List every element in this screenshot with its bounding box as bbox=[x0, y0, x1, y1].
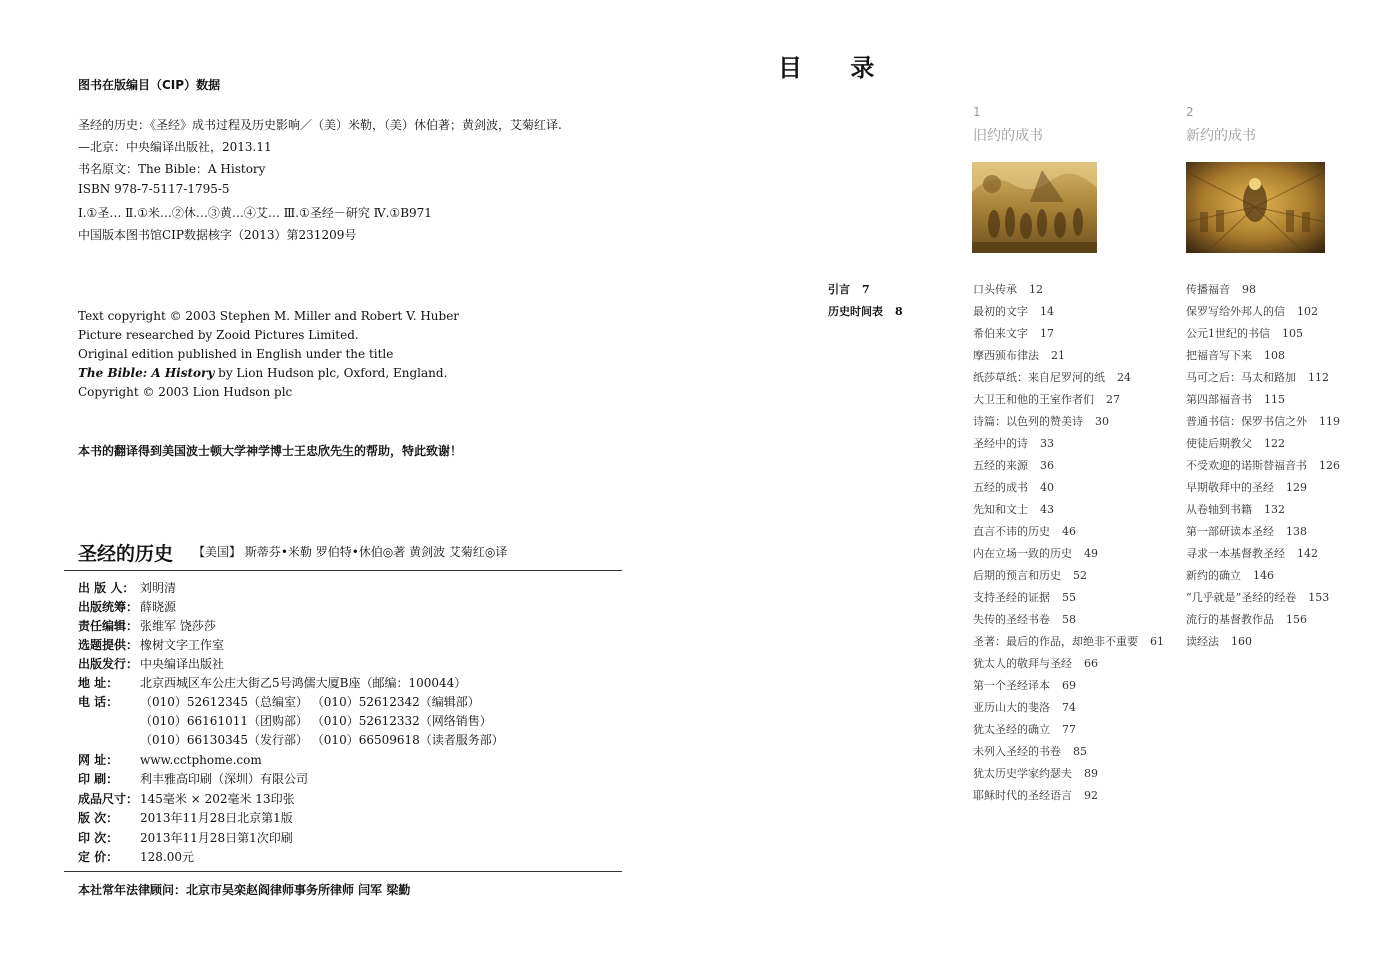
toc-entry[interactable] bbox=[973, 721, 1076, 737]
info-label: 地 址： bbox=[78, 676, 119, 690]
toc-entry[interactable] bbox=[973, 325, 1054, 341]
toc-entry-title: 新约的确立 bbox=[1186, 569, 1241, 582]
toc-entry-page: 66 bbox=[1084, 657, 1098, 670]
info-value: www.cctphome.com bbox=[140, 753, 262, 767]
cip-line: 书名原文：The Bible：A History bbox=[78, 162, 266, 176]
toc-entry[interactable] bbox=[973, 677, 1076, 693]
toc-entry[interactable] bbox=[973, 501, 1054, 517]
cip-line: Ⅰ.①圣… Ⅱ.①米…②休…③黄…④艾… Ⅲ.①圣经－研究 Ⅳ.①B971 bbox=[78, 206, 432, 220]
toc-entry[interactable] bbox=[973, 655, 1098, 671]
info-value: （010）66130345（发行部） （010）66509618（读者服务部） bbox=[140, 733, 504, 747]
toc-entry[interactable] bbox=[1186, 303, 1318, 319]
info-value: 北京西城区车公庄大街乙5号鸿儒大厦B座（邮编：100044） bbox=[140, 676, 467, 690]
info-label: 出 版 人： bbox=[78, 581, 135, 595]
toc-entry-title: 保罗写给外邦人的信 bbox=[1186, 305, 1285, 318]
toc-entry-title: 传播福音 bbox=[1186, 283, 1230, 296]
toc-entry-page: 61 bbox=[1150, 635, 1164, 648]
cip-line: ISBN 978-7-5117-1795-5 bbox=[78, 182, 230, 196]
cip-heading: 图书在版编目（CIP）数据 bbox=[78, 78, 221, 92]
golden-relief-panel-image bbox=[972, 162, 1097, 253]
info-row bbox=[78, 770, 308, 787]
toc-entry[interactable] bbox=[973, 435, 1054, 451]
info-row bbox=[78, 579, 176, 596]
info-row bbox=[78, 712, 492, 729]
toc-entry[interactable] bbox=[1186, 413, 1340, 429]
toc-entry-page: 52 bbox=[1073, 569, 1087, 582]
part-number: 2 bbox=[1186, 105, 1194, 119]
toc-entry-page: 132 bbox=[1264, 503, 1285, 516]
toc-entry-page: 33 bbox=[1040, 437, 1054, 450]
toc-entry-page: 74 bbox=[1062, 701, 1076, 714]
toc-entry-title: 第四部福音书 bbox=[1186, 393, 1252, 406]
info-value: 张维军 饶莎莎 bbox=[140, 619, 216, 633]
toc-entry-page: 102 bbox=[1297, 305, 1318, 318]
toc-entry[interactable] bbox=[1186, 347, 1285, 363]
info-label: 电 话： bbox=[78, 695, 119, 709]
cip-line: —北京：中央编译出版社，2013.11 bbox=[78, 140, 272, 154]
toc-entry-title: 犹太人的敬拜与圣经 bbox=[973, 657, 1072, 670]
info-label: 定 价： bbox=[78, 850, 119, 864]
info-label: 责任编辑： bbox=[78, 619, 139, 633]
copyright-line: Original edition published in English under the title bbox=[78, 347, 394, 361]
info-label: 版 次： bbox=[78, 811, 119, 825]
toc-entry-title: 马可之后：马太和路加 bbox=[1186, 371, 1296, 384]
toc-entry-title: 后期的预言和历史 bbox=[973, 569, 1061, 582]
info-row bbox=[78, 693, 480, 710]
toc-entry-title: 流行的基督教作品 bbox=[1186, 613, 1274, 626]
toc-front-page: 7 bbox=[862, 283, 870, 296]
toc-entry[interactable] bbox=[973, 303, 1054, 319]
toc-entry-title: 五经的来源 bbox=[973, 459, 1028, 472]
toc-entry-title: 直言不讳的历史 bbox=[973, 525, 1050, 538]
toc-entry-title: 第一个圣经译本 bbox=[973, 679, 1050, 692]
toc-entry-page: 156 bbox=[1286, 613, 1307, 626]
toc-entry-title: 内在立场一致的历史 bbox=[973, 547, 1072, 560]
info-row bbox=[78, 674, 466, 691]
info-label: 网 址： bbox=[78, 753, 119, 767]
toc-entry[interactable] bbox=[1186, 325, 1303, 341]
toc-entry-page: 89 bbox=[1084, 767, 1098, 780]
toc-entry-page: 14 bbox=[1040, 305, 1054, 318]
toc-entry[interactable] bbox=[1186, 435, 1285, 451]
toc-entry[interactable] bbox=[973, 765, 1098, 781]
toc-entry-title: 先知和文士 bbox=[973, 503, 1028, 516]
info-value: 薛晓源 bbox=[140, 600, 177, 614]
toc-entry-title: 早期敬拜中的圣经 bbox=[1186, 481, 1274, 494]
legal-counsel: 本社常年法律顾问：北京市吴栾赵阎律师事务所律师 闫军 梁勤 bbox=[78, 883, 411, 897]
part-number: 1 bbox=[973, 105, 981, 119]
toc-entry-title: “几乎就是”圣经的经卷 bbox=[1186, 591, 1297, 604]
part-title: 旧约的成书 bbox=[973, 128, 1043, 144]
book-title: 圣经的历史 bbox=[78, 543, 174, 565]
divider-bottom bbox=[64, 871, 622, 872]
toc-entry[interactable] bbox=[1186, 611, 1307, 627]
toc-entry-title: 使徒后期教父 bbox=[1186, 437, 1252, 450]
toc-entry-title: 未列入圣经的书卷 bbox=[973, 745, 1061, 758]
toc-entry[interactable] bbox=[973, 589, 1076, 605]
info-value: （010）66161011（团购部） （010）52612332（网络销售） bbox=[140, 714, 492, 728]
info-value: 128.00元 bbox=[140, 850, 194, 864]
toc-entry[interactable] bbox=[973, 479, 1054, 495]
toc-entry[interactable] bbox=[973, 545, 1098, 561]
info-label: 选题提供： bbox=[78, 638, 139, 652]
toc-entry[interactable] bbox=[1186, 391, 1285, 407]
toc-entry-page: 129 bbox=[1286, 481, 1307, 494]
toc-entry-page: 160 bbox=[1231, 635, 1252, 648]
toc-title: 目 录 bbox=[778, 53, 895, 82]
toc-entry-page: 30 bbox=[1095, 415, 1109, 428]
toc-entry[interactable] bbox=[1186, 281, 1256, 297]
toc-entry-page: 98 bbox=[1242, 283, 1256, 296]
info-value: （010）52612345（总编室） （010）52612342（编辑部） bbox=[140, 695, 480, 709]
toc-entry[interactable] bbox=[1186, 501, 1285, 517]
info-row bbox=[78, 731, 504, 748]
toc-entry-page: 126 bbox=[1319, 459, 1340, 472]
toc-entry[interactable] bbox=[973, 457, 1054, 473]
toc-entry-title: 最初的文字 bbox=[973, 305, 1028, 318]
toc-entry[interactable] bbox=[973, 369, 1131, 385]
toc-entry-title: 失传的圣经书卷 bbox=[973, 613, 1050, 626]
toc-front-title: 引言 bbox=[828, 283, 850, 296]
info-row bbox=[78, 848, 194, 865]
toc-entry-page: 43 bbox=[1040, 503, 1054, 516]
toc-front-title: 历史时间表 bbox=[828, 305, 883, 318]
toc-entry-page: 112 bbox=[1308, 371, 1329, 384]
info-row bbox=[78, 636, 224, 653]
toc-entry-title: 耶稣时代的圣经语言 bbox=[973, 789, 1072, 802]
toc-entry-title: 公元1世纪的书信 bbox=[1186, 327, 1270, 340]
toc-entry-page: 122 bbox=[1264, 437, 1285, 450]
toc-entry-title: 普通书信：保罗书信之外 bbox=[1186, 415, 1307, 428]
info-row bbox=[78, 751, 262, 768]
toc-entry-page: 49 bbox=[1084, 547, 1098, 560]
toc-front-item[interactable] bbox=[828, 303, 903, 319]
toc-entry-title: 从卷轴到书籍 bbox=[1186, 503, 1252, 516]
toc-entry-page: 85 bbox=[1073, 745, 1087, 758]
toc-entry-page: 17 bbox=[1040, 327, 1054, 340]
toc-entry-page: 40 bbox=[1040, 481, 1054, 494]
toc-entry-title: 圣经中的诗 bbox=[973, 437, 1028, 450]
info-value: 橡树文字工作室 bbox=[140, 638, 225, 652]
relief-artwork bbox=[972, 162, 1097, 253]
cip-line: 中国版本图书馆CIP数据核字（2013）第231209号 bbox=[78, 228, 357, 242]
toc-entry[interactable] bbox=[973, 523, 1076, 539]
info-value: 145毫米 × 202毫米 13印张 bbox=[140, 792, 295, 806]
toc-entry[interactable] bbox=[1186, 457, 1340, 473]
toc-entry[interactable] bbox=[1186, 523, 1307, 539]
toc-entry-page: 21 bbox=[1051, 349, 1065, 362]
toc-entry[interactable] bbox=[973, 787, 1098, 803]
toc-entry-page: 77 bbox=[1062, 723, 1076, 736]
info-row bbox=[78, 598, 176, 615]
toc-entry-title: 五经的成书 bbox=[973, 481, 1028, 494]
toc-entry-page: 115 bbox=[1264, 393, 1285, 406]
copyright-edition-line bbox=[78, 366, 447, 380]
toc-entry[interactable] bbox=[973, 633, 1164, 649]
toc-entry-title: 摩西颁布律法 bbox=[973, 349, 1039, 362]
toc-entry-page: 24 bbox=[1117, 371, 1131, 384]
toc-entry-title: 犹太圣经的确立 bbox=[973, 723, 1050, 736]
publisher-text: by Lion Hudson plc, Oxford, England. bbox=[214, 366, 448, 380]
info-label: 印 次： bbox=[78, 831, 119, 845]
toc-entry[interactable] bbox=[973, 567, 1087, 583]
toc-entry[interactable] bbox=[973, 413, 1109, 429]
toc-entry-page: 142 bbox=[1297, 547, 1318, 560]
info-row bbox=[78, 790, 295, 807]
book-byline: 【美国】 斯蒂芬•米勒 罗伯特•休伯◎著 黄剑波 艾菊红◎译 bbox=[193, 545, 508, 559]
info-value: 利丰雅高印刷（深圳）有限公司 bbox=[140, 772, 309, 786]
toc-entry-title: 支持圣经的证据 bbox=[973, 591, 1050, 604]
info-label: 成品尺寸： bbox=[78, 792, 139, 806]
toc-entry-title: 读经法 bbox=[1186, 635, 1219, 648]
toc-entry[interactable] bbox=[1186, 567, 1274, 583]
toc-entry[interactable] bbox=[1186, 369, 1329, 385]
toc-entry-page: 36 bbox=[1040, 459, 1054, 472]
toc-entry-page: 92 bbox=[1084, 789, 1098, 802]
toc-entry-title: 把福音写下来 bbox=[1186, 349, 1252, 362]
part-title: 新约的成书 bbox=[1186, 128, 1256, 144]
toc-entry-title: 第一部研读本圣经 bbox=[1186, 525, 1274, 538]
info-value: 2013年11月28日北京第1版 bbox=[140, 811, 293, 825]
toc-entry-page: 27 bbox=[1106, 393, 1120, 406]
toc-entry[interactable] bbox=[1186, 633, 1252, 649]
toc-entry-title: 诗篇：以色列的赞美诗 bbox=[973, 415, 1083, 428]
toc-entry[interactable] bbox=[1186, 545, 1318, 561]
toc-entry[interactable] bbox=[1186, 479, 1307, 495]
info-label: 出版统筹： bbox=[78, 600, 139, 614]
copyright-line: Picture researched by Zooid Pictures Limited. bbox=[78, 328, 359, 342]
toc-entry-title: 希伯来文字 bbox=[973, 327, 1028, 340]
golden-mosaic-dome-image bbox=[1186, 162, 1325, 253]
toc-entry-page: 108 bbox=[1264, 349, 1285, 362]
toc-entry-page: 105 bbox=[1282, 327, 1303, 340]
info-row bbox=[78, 617, 216, 634]
original-title: The Bible: A History bbox=[78, 366, 215, 380]
toc-entry-page: 153 bbox=[1308, 591, 1330, 604]
toc-entry[interactable] bbox=[973, 743, 1087, 759]
info-row bbox=[78, 829, 293, 846]
toc-entry[interactable] bbox=[973, 391, 1120, 407]
acknowledgement: 本书的翻译得到美国波士顿大学神学博士王忠欣先生的帮助，特此致谢！ bbox=[78, 444, 463, 458]
toc-entry-title: 口头传承 bbox=[973, 283, 1017, 296]
toc-entry[interactable] bbox=[973, 699, 1076, 715]
toc-entry-title: 寻求一本基督教圣经 bbox=[1186, 547, 1285, 560]
toc-entry[interactable] bbox=[1186, 589, 1329, 605]
toc-entry-title: 圣著：最后的作品，却绝非不重要 bbox=[973, 635, 1138, 648]
toc-entry[interactable] bbox=[973, 281, 1043, 297]
copyright-line: Text copyright © 2003 Stephen M. Miller and Robert V. Huber bbox=[78, 309, 460, 323]
toc-entry-page: 58 bbox=[1062, 613, 1076, 626]
toc-entry-page: 138 bbox=[1286, 525, 1307, 538]
toc-entry-page: 46 bbox=[1062, 525, 1076, 538]
toc-entry-title: 不受欢迎的诺斯替福音书 bbox=[1186, 459, 1307, 472]
toc-entry-title: 亚历山大的斐洛 bbox=[973, 701, 1050, 714]
info-value: 2013年11月28日第1次印刷 bbox=[140, 831, 293, 845]
toc-entry-title: 犹太历史学家约瑟夫 bbox=[973, 767, 1072, 780]
toc-entry-page: 69 bbox=[1062, 679, 1076, 692]
info-value: 中央编译出版社 bbox=[140, 657, 225, 671]
toc-front-page: 8 bbox=[895, 305, 903, 318]
mosaic-artwork bbox=[1186, 162, 1325, 253]
toc-entry-page: 12 bbox=[1029, 283, 1043, 296]
toc-front-item[interactable] bbox=[828, 281, 870, 297]
copyright-line: Copyright © 2003 Lion Hudson plc bbox=[78, 385, 293, 399]
cip-line: 圣经的历史：《圣经》成书过程及历史影响／（美）米勒，（美）休伯著；黄剑波，艾菊红译. bbox=[78, 118, 562, 132]
info-label: 出版发行： bbox=[78, 657, 139, 671]
info-value: 刘明清 bbox=[140, 581, 177, 595]
divider-top bbox=[64, 570, 622, 571]
info-row bbox=[78, 655, 224, 672]
toc-entry-page: 55 bbox=[1062, 591, 1076, 604]
toc-entry-title: 大卫王和他的王室作者们 bbox=[973, 393, 1094, 406]
info-row bbox=[78, 809, 293, 826]
toc-entry-page: 146 bbox=[1253, 569, 1274, 582]
info-label: 印 刷： bbox=[78, 772, 119, 786]
toc-entry-title: 纸莎草纸：来自尼罗河的纸 bbox=[973, 371, 1105, 384]
toc-entry-page: 119 bbox=[1319, 415, 1340, 428]
toc-entry[interactable] bbox=[973, 611, 1076, 627]
toc-entry[interactable] bbox=[973, 347, 1065, 363]
